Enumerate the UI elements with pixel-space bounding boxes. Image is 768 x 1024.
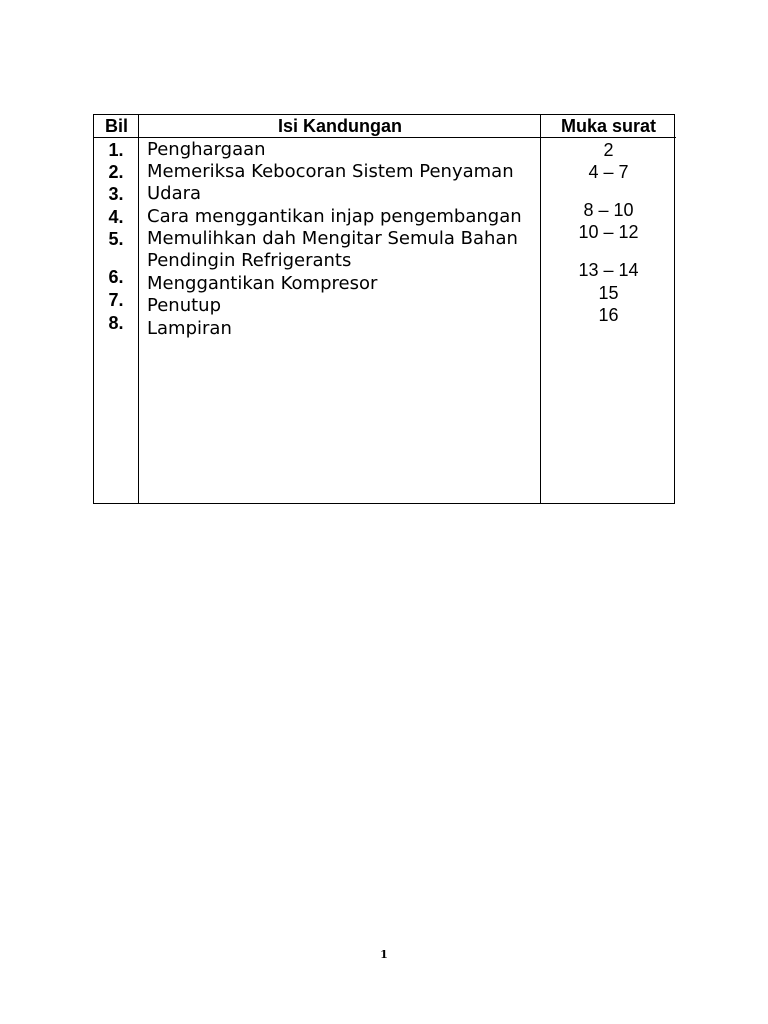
toc-item: Udara — [147, 183, 202, 204]
column-divider — [138, 115, 139, 503]
row-number: 3. — [108, 184, 124, 204]
row-number: 7. — [108, 290, 124, 310]
row-number: 2. — [108, 162, 124, 182]
toc-item: Pendingin Refrigerants — [147, 250, 352, 271]
toc-item: Lampiran — [147, 318, 232, 339]
row-number: 6. — [108, 267, 124, 287]
header-bil: Bil — [94, 115, 139, 138]
page-range: 8 – 10 — [583, 200, 634, 220]
page-range: 16 — [598, 305, 619, 325]
page-number: 1 — [380, 948, 388, 961]
row-number: 8. — [108, 313, 124, 333]
toc-item: Memulihkan dah Mengitar Semula Bahan — [147, 228, 518, 249]
table-of-contents — [93, 114, 675, 504]
page-range: 10 – 12 — [578, 222, 639, 242]
row-number: 1. — [108, 140, 124, 160]
header-isi-kandungan: Isi Kandungan — [139, 115, 541, 138]
page-range: 4 – 7 — [588, 162, 629, 182]
row-number: 5. — [108, 229, 124, 249]
page-range: 2 — [603, 140, 614, 160]
row-number: 4. — [108, 207, 124, 227]
toc-item: Penutup — [147, 295, 221, 316]
toc-item: Cara menggantikan injap pengembangan — [147, 206, 522, 227]
toc-item: Menggantikan Kompresor — [147, 273, 378, 294]
header-muka-surat: Muka surat — [541, 115, 676, 138]
page-range: 15 — [598, 283, 619, 303]
page-range: 13 – 14 — [578, 260, 639, 280]
toc-item: Memeriksa Kebocoran Sistem Penyaman — [147, 161, 514, 182]
toc-item: Penghargaan — [147, 139, 266, 160]
